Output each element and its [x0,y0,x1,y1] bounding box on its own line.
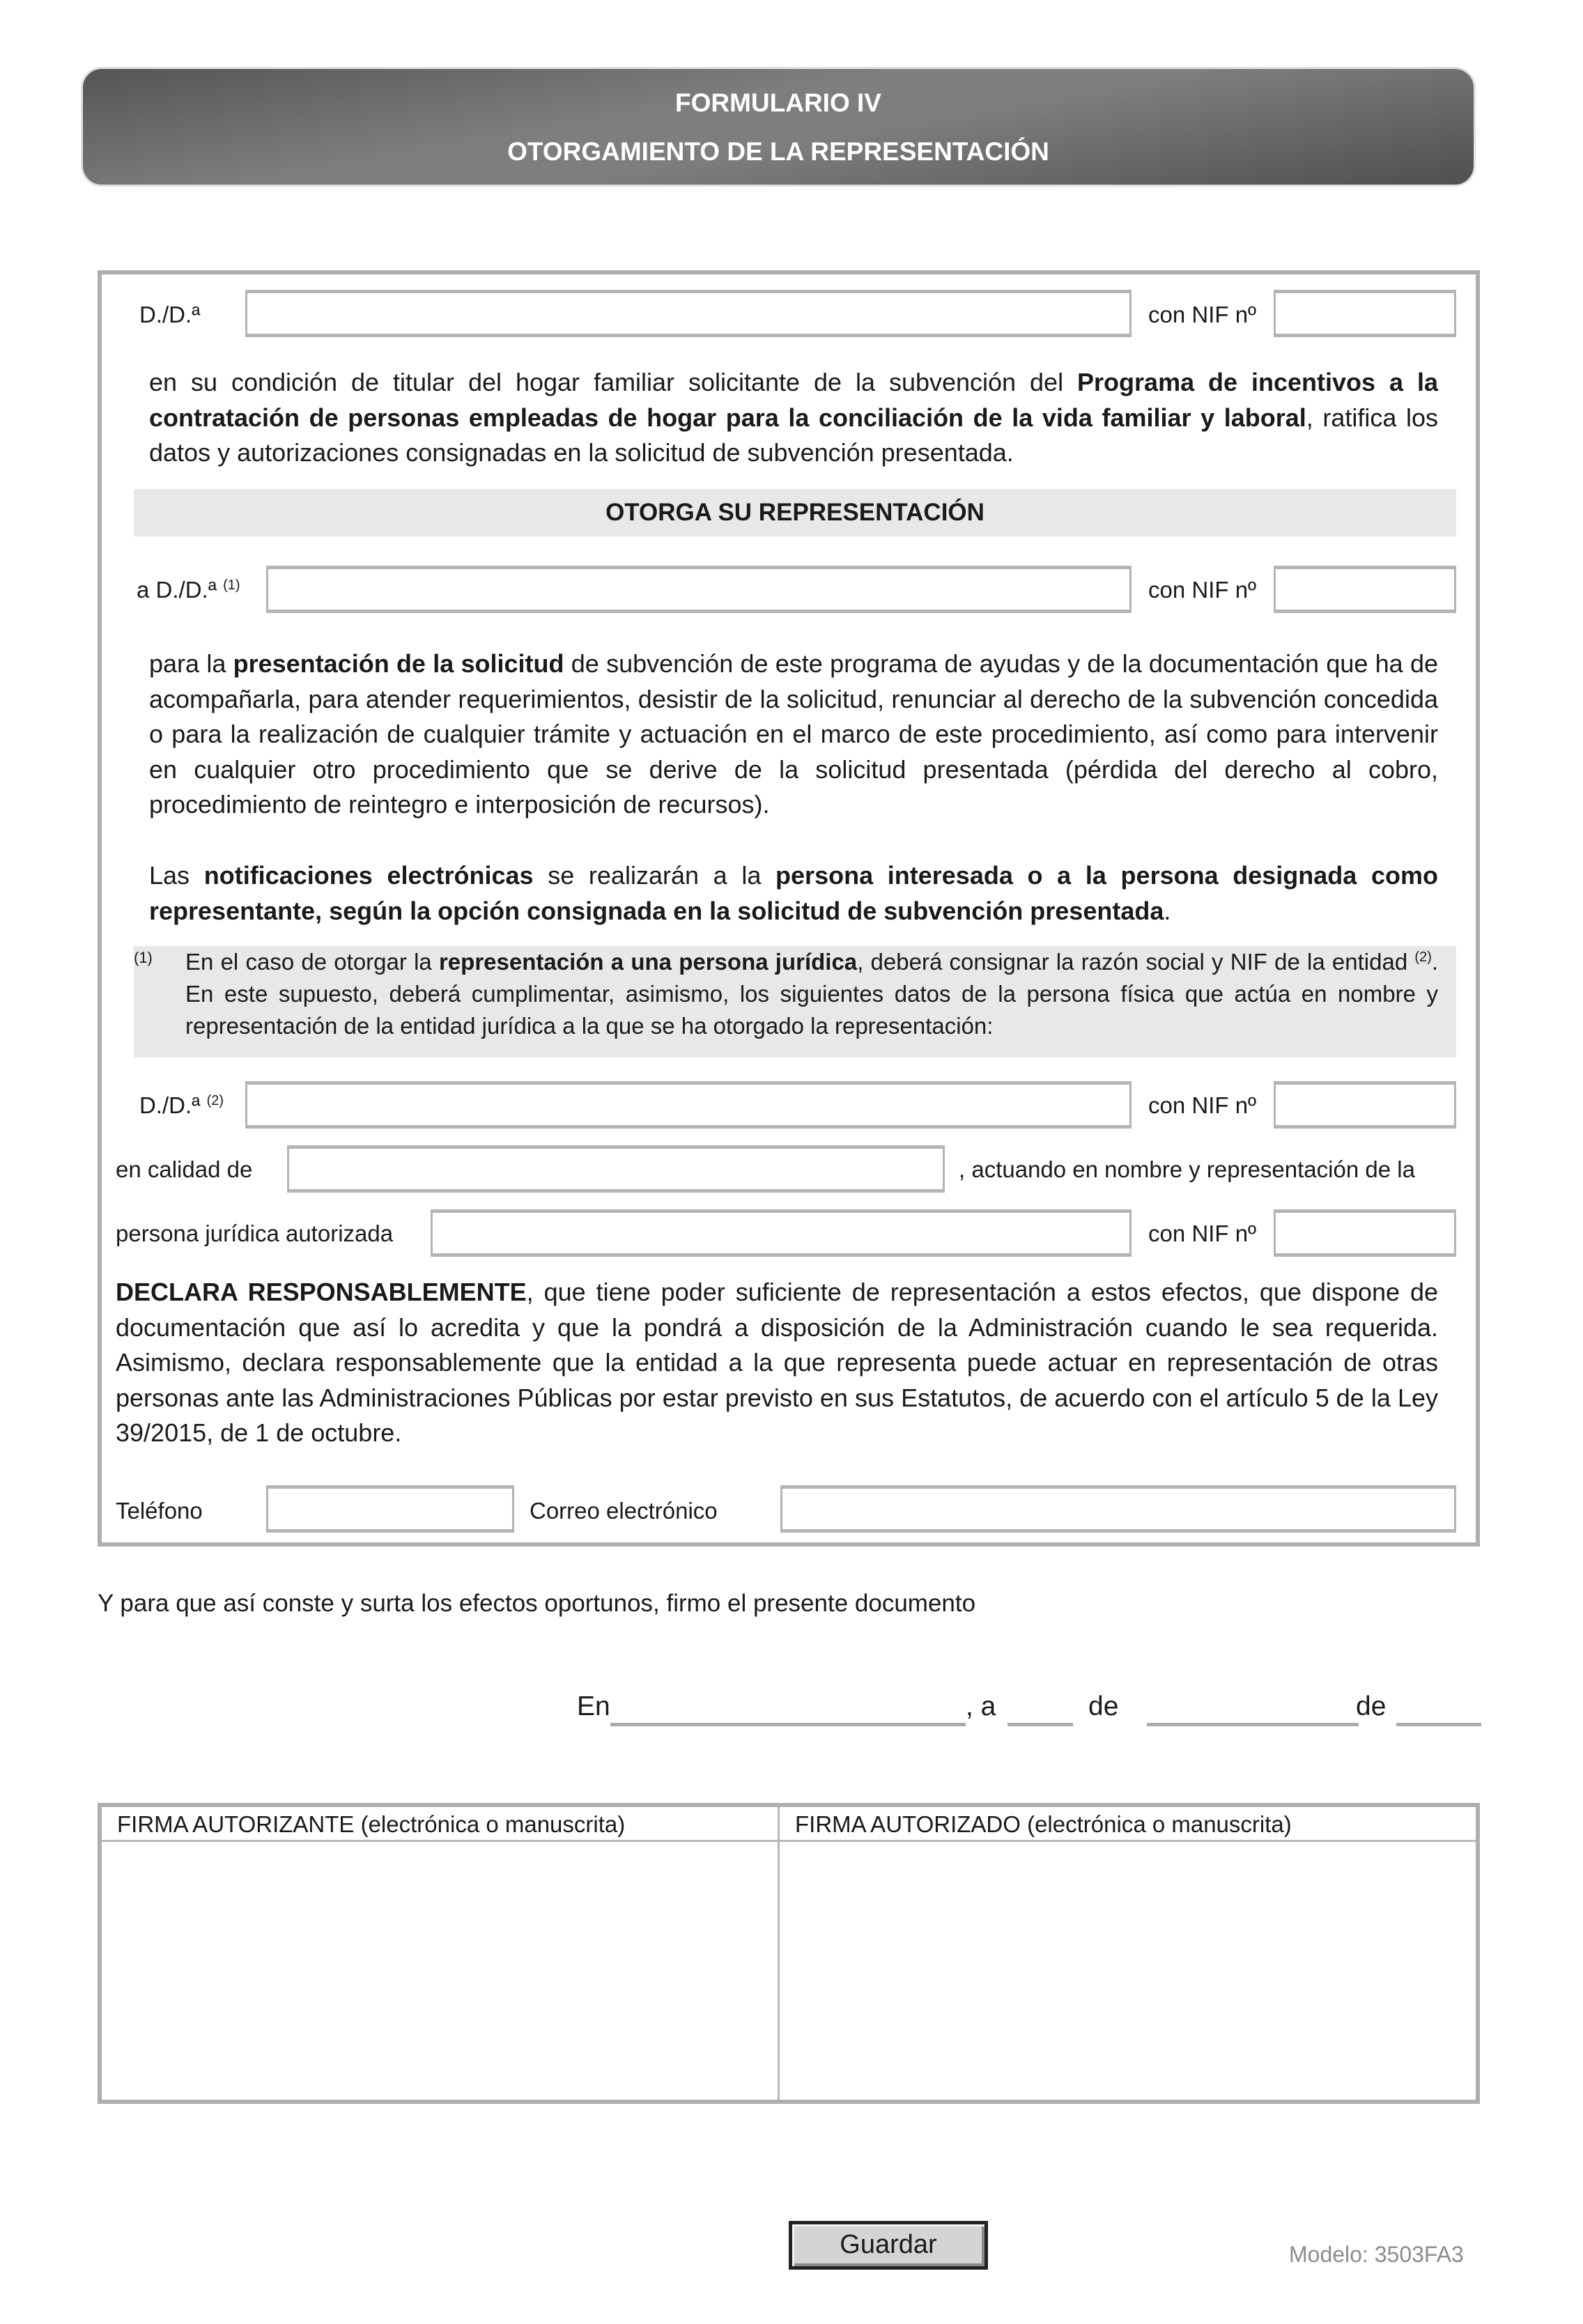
responsible-declaration: DECLARA RESPONSABLEMENTE, que tiene poder suficiente de representación a estos efectos, que dispone de documentación que así lo acredita y que la pondrá a disposición de la Administración cuando le sea requerida. Asimismo, declara responsablemente que la entidad a la que representa puede actuar en representación de otras personas ante las Administraciones Públicas por estar previsto en sus Estatutos, de acuerdo con el artículo 5 de la Ley 39/2015, de 1 de octubre. [116,1278,1439,1447]
juridica-name-label: D./D.ª $^{(2)}$ [139,1092,224,1118]
juridica-nif-label: con NIF nº [1148,1092,1257,1118]
signature-authorized [780,1807,1476,2100]
form-header [81,67,1476,187]
model-code: Modelo: 3503FA3 [1289,2242,1464,2267]
place-field[interactable] [610,1723,966,1726]
footnote-ref-2: (2) [206,1093,224,1108]
place-label: En [577,1691,610,1721]
phone-label: Teléfono [116,1498,203,1524]
signature-authorizer-header: FIRMA AUTORIZANTE (electrónica o manuscrita) [102,1807,778,1842]
month-field[interactable] [1147,1723,1359,1726]
juridica-name-input[interactable] [245,1081,1132,1129]
closing-statement: Y para que así conste y surta los efectos oportunos, firmo el presente documento [98,1590,976,1617]
form-subtitle: OTORGAMIENTO DE LA REPRESENTACIÓN [507,137,1049,166]
year-field[interactable] [1396,1723,1481,1726]
otorga-heading: OTORGA SU REPRESENTACIÓN [605,499,984,526]
representative-nif-input[interactable] [1274,566,1456,613]
persona-juridica-label: persona jurídica autorizada [116,1221,394,1246]
representative-name-input[interactable] [266,566,1132,613]
signature-authorizer-area[interactable] [102,1844,778,2100]
footnote-marker: (1) [134,949,153,966]
form-title: FORMULARIO IV [675,88,881,117]
representation-scope: para la presentación de la solicitud de subvención de este programa de ayudas y de la documentación que ha de acompañarla, para atender requerimientos, desistir de la solicitud, renunciar al derecho de la subvención concedida o para la realización de cualquier trámite y actuación en el marco de este procedimiento, así como para intervenir en cualquier otro procedimiento que se derive de la solicitud presentada (pérdida del derecho al cobro, procedimiento de reintegro e interposición de recursos). [149,649,1439,819]
persona-juridica-nif-label: con NIF nº [1148,1221,1257,1246]
month-label: de [1088,1691,1119,1721]
day-label: , a [966,1691,996,1721]
persona-juridica-input[interactable] [431,1209,1132,1257]
save-button[interactable]: Guardar [789,2221,988,2270]
calidad-label: en calidad de [116,1156,253,1182]
calidad-input[interactable] [287,1145,945,1193]
representative-nif-label: con NIF nº [1148,577,1257,603]
footnote-band [134,946,1456,1058]
titular-name-label: D./D.ª [139,302,201,327]
notifications-statement: Las notificaciones electrónicas se realizarán a la persona interesada o a la persona designada como representante, según la opción consignada en la solicitud de subvención presentada. [149,861,1438,925]
program-name: Programa de incentivos a la contratación de personas empleadas de hogar para la conciliación de la vida familiar y laboral [149,368,1438,432]
juridica-nif-input[interactable] [1274,1081,1456,1129]
signature-authorizer [102,1807,780,2100]
titular-statement: en su condición de titular del hogar familiar solicitante de la subvención del Programa de incentivos a la contratación de personas empleadas de hogar para la conciliación de la vida familiar y laboral, ratifica los datos y autorizaciones consignadas en la solicitud de subvención presentada. [149,368,1438,467]
signature-authorized-area[interactable] [780,1844,1476,2100]
phone-input[interactable] [266,1485,514,1533]
persona-juridica-nif-input[interactable] [1274,1209,1456,1257]
email-input[interactable] [780,1485,1456,1533]
signature-table [98,1803,1480,2104]
year-label: de [1356,1691,1387,1721]
footnote-ref-1: (1) [223,578,240,593]
calidad-suffix: , actuando en nombre y representación de la [959,1156,1415,1182]
signature-authorized-header: FIRMA AUTORIZADO (electrónica o manuscrita) [780,1807,1476,1842]
email-label: Correo electrónico [530,1498,718,1524]
footnote-text: En el caso de otorgar la representación a una persona jurídica, deberá consignar la razón social y NIF de la entidad $^{(2)}$. En este supuesto, deberá cumplimentar, asimismo, los siguientes datos de la persona física que actúa en nombre y representación de la entidad jurídica a la que se ha otorgado la representación: [185,949,1439,1039]
otorga-band [134,489,1456,536]
representative-name-label: a D./D.ª $^{(1)}$ [137,577,240,603]
titular-nif-label: con NIF nº [1148,302,1257,327]
day-field[interactable] [1007,1723,1073,1726]
titular-nif-input[interactable] [1274,290,1456,337]
titular-name-input[interactable] [245,290,1132,337]
